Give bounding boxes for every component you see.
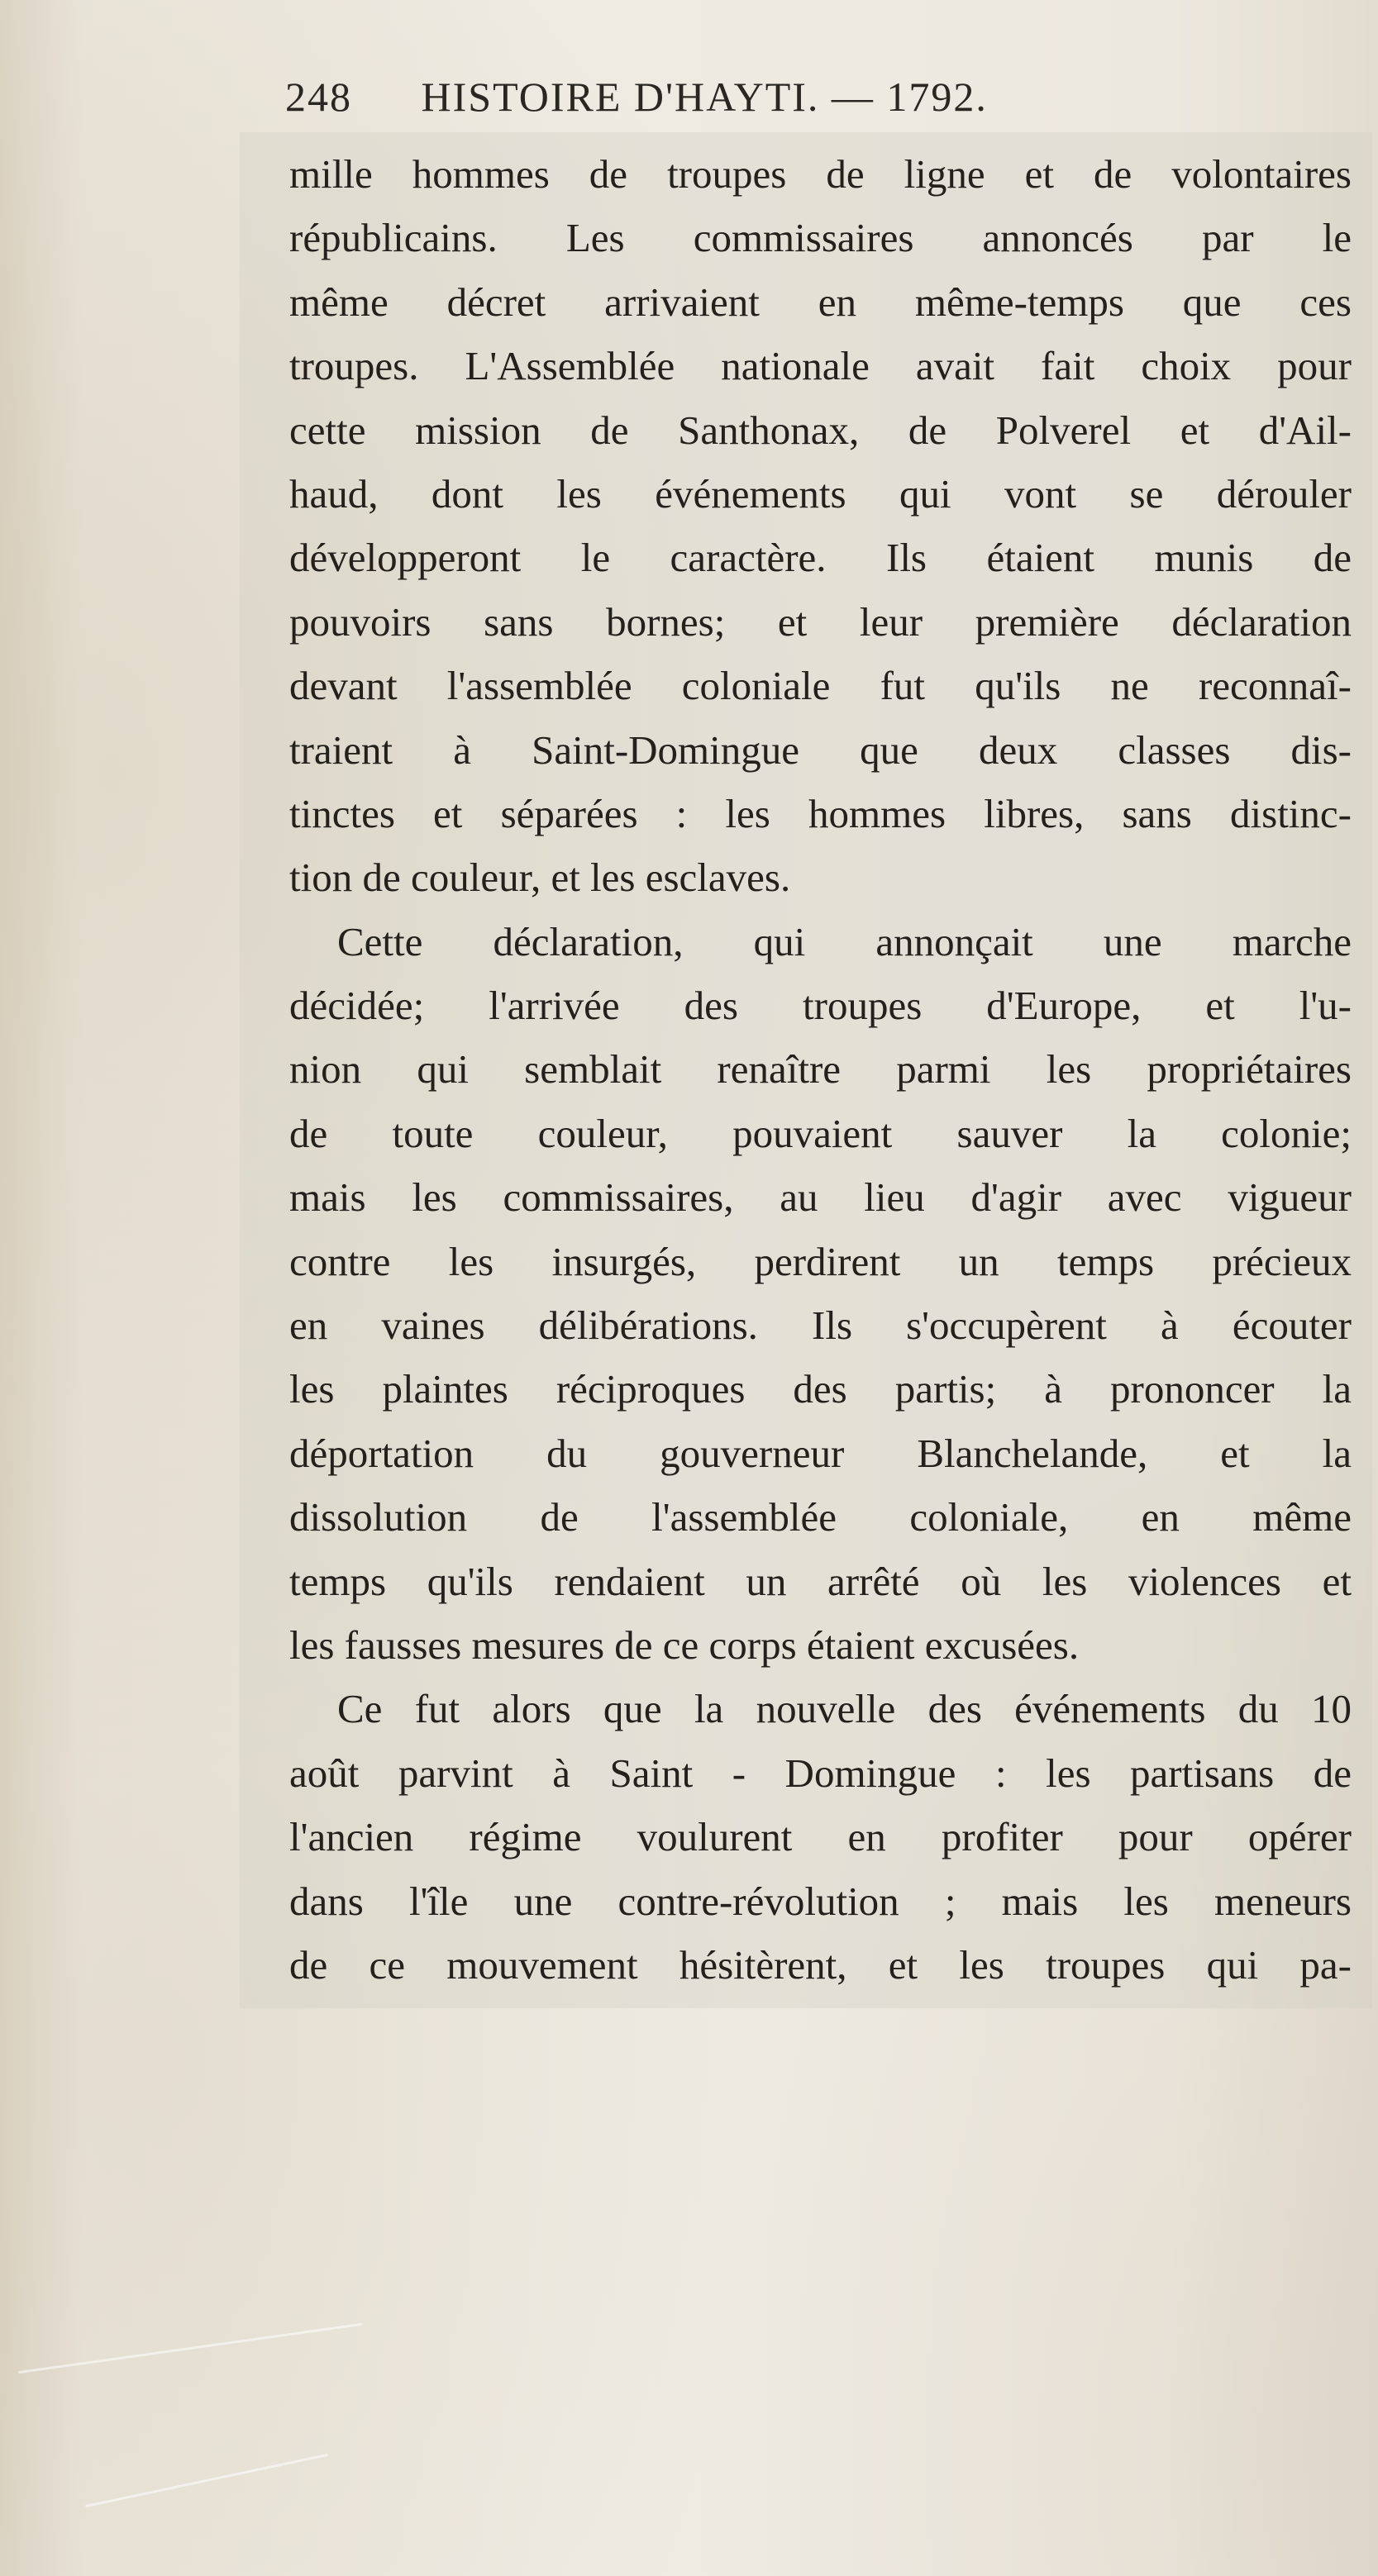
paragraph-end-line: les fausses mesures de ce corps étaient excusées.: [289, 1621, 1080, 1668]
text-line: déportation du gouverneur Blanchelande, et la: [289, 1430, 1352, 1476]
paragraph-start-line: Ce fut alors que la nouvelle des événements du 10: [337, 1686, 1352, 1732]
paragraph-end-line: tion de couleur, et les esclaves.: [289, 855, 791, 901]
text-line: traient à Saint-Domingue que deux classes dis-: [289, 726, 1352, 773]
running-title: HISTOIRE D'HAYTI. — 1792.: [421, 74, 988, 120]
text-line: de toute couleur, pouvaient sauver la colonie;: [289, 1110, 1352, 1156]
text-line: développeront le caractère. Ils étaient munis de: [289, 535, 1352, 581]
paper-crease: [85, 2454, 328, 2507]
text-line: tinctes et séparées : les hommes libres, sans distinc-: [289, 790, 1352, 836]
paragraph-start-line: Cette déclaration, qui annonçait une marche: [337, 918, 1352, 964]
text-line: même décret arrivaient en même-temps que ces: [289, 279, 1352, 325]
text-line: dissolution de l'assemblée coloniale, en même: [289, 1494, 1352, 1540]
text-line: haud, dont les événements qui vont se dérouler: [289, 470, 1352, 517]
text-line: mais les commissaires, au lieu d'agir avec vigueur: [289, 1174, 1352, 1221]
text-line: l'ancien régime voulurent en profiter pour opérer: [289, 1814, 1352, 1860]
text-line: contre les insurgés, perdirent un temps précieux: [289, 1238, 1352, 1284]
running-head: [285, 73, 1194, 131]
text-line: de ce mouvement hésitèrent, et les troupes qui pa-: [289, 1941, 1352, 1988]
page-number: 248: [285, 74, 352, 120]
text-line: républicains. Les commissaires annoncés par le: [289, 215, 1352, 261]
body-text: [289, 142, 1352, 1997]
text-line: dans l'île une contre-révolution ; mais les meneurs: [289, 1878, 1352, 1924]
text-line: pouvoirs sans bornes; et leur première déclaration: [289, 598, 1352, 645]
text-line: temps qu'ils rendaient un arrêté où les violences et: [289, 1558, 1352, 1604]
text-line: les plaintes réciproques des partis; à prononcer la: [289, 1366, 1352, 1412]
text-line: en vaines délibérations. Ils s'occupèrent à écouter: [289, 1302, 1352, 1349]
text-line: mille hommes de troupes de ligne et de volontaires: [289, 151, 1352, 197]
paper-crease: [18, 2323, 362, 2374]
text-line: troupes. L'Assemblée nationale avait fait choix pour: [289, 343, 1352, 389]
text-line: nion qui semblait renaître parmi les propriétaires: [289, 1046, 1352, 1093]
text-line: décidée; l'arrivée des troupes d'Europe, et l'u-: [289, 983, 1352, 1029]
text-line: août parvint à Saint - Domingue : les partisans de: [289, 1750, 1352, 1796]
text-line: devant l'assemblée coloniale fut qu'ils ne reconnaî-: [289, 663, 1352, 709]
text-line: cette mission de Santhonax, de Polverel et d'Ail-: [289, 407, 1352, 453]
